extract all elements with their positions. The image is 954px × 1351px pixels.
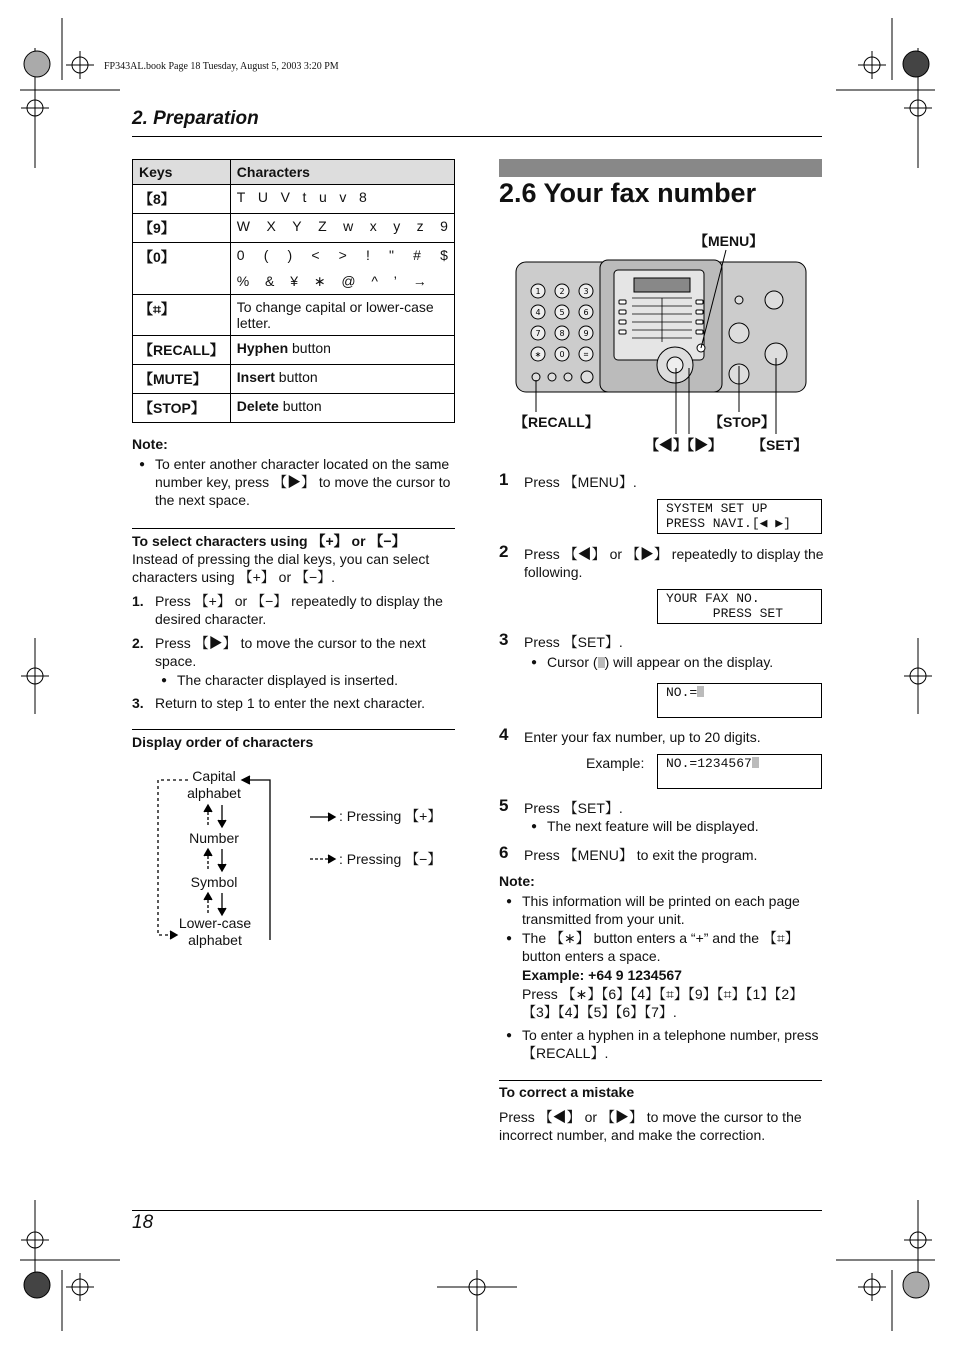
char: U (257, 189, 269, 205)
recall-label: 【RECALL】 (514, 414, 599, 430)
lcd-display: YOUR FAX NO. PRESS SET (657, 589, 822, 624)
correct-text: Press 【◀】 or 【▶】 to move the cursor to the incorrect number, and make the correction. (499, 1109, 802, 1143)
char: u (319, 189, 327, 205)
note-bullet: ● This information will be printed on each page transmitted from your unit. (522, 892, 822, 928)
char: 0 (236, 247, 245, 263)
select-step-text: Press 【▶】 to move the cursor to the next space. (155, 635, 426, 669)
char: & (265, 273, 275, 289)
char: 9 (440, 218, 448, 234)
char: T (236, 189, 246, 205)
note-bullet: ● The 【∗】 button enters a “+” and the 【⌗】 button enters a space. (522, 929, 822, 965)
legend-minus: : Pressing 【−】 (339, 851, 442, 867)
keypad-key-label: 9 (583, 329, 589, 338)
char: y (393, 218, 401, 234)
char: @ (341, 273, 356, 289)
char: 8 (358, 189, 367, 205)
select-step: 3. (132, 695, 144, 711)
keypad-key-label: ⌗ (583, 350, 589, 359)
step-text: Press 【SET】. (524, 800, 623, 816)
step-text: Press 【◀】 or 【▶】 repeatedly to display the following. (524, 546, 824, 580)
char: < (311, 247, 320, 263)
keypad-key-label: 0 (559, 350, 565, 359)
step-text: Press 【SET】. (524, 634, 623, 650)
table-row (133, 295, 455, 336)
keypad-key-label: 5 (559, 308, 565, 317)
keypad-key-label: 4 (535, 308, 541, 317)
char: # (413, 247, 421, 263)
legend-plus: : Pressing 【+】 (339, 808, 442, 824)
select-intro: Instead of pressing the dial keys, you can select characters using 【+】 or 【−】. (132, 551, 430, 585)
flow-item: Lower-case alphabet (178, 915, 252, 948)
char: z (416, 218, 424, 234)
keypad-key-label: ∗ (534, 350, 542, 359)
table-row (133, 185, 455, 214)
select-step-text: Return to step 1 to enter the next character. (155, 695, 426, 711)
key-cell: 【MUTE】 (133, 365, 231, 394)
char: ^ (371, 273, 378, 289)
select-step: 1. (132, 593, 144, 609)
select-step-text: Press 【+】 or 【−】 repeatedly to display the desired character. (155, 593, 443, 627)
char: W (236, 218, 250, 234)
char: > (338, 247, 347, 263)
table-row (133, 365, 455, 394)
lcd-display: NO.=1234567 (657, 754, 822, 789)
char: w (343, 218, 354, 234)
chars-cell (230, 243, 454, 295)
key-cell: 【8】 (133, 185, 231, 214)
table-row (133, 214, 455, 243)
section-title: 2. Preparation (132, 108, 259, 129)
char: ( (263, 247, 269, 263)
step-number: 6 (499, 843, 509, 862)
keypad-key-label: 1 (535, 287, 541, 296)
char: ¥ (290, 273, 298, 289)
arrows-label: 【◀】【▶】 (645, 437, 722, 453)
key-cell: 【⌗】 (133, 295, 231, 336)
footer-rule (132, 1210, 822, 1211)
char: Y (292, 218, 302, 234)
header-rule (132, 136, 822, 137)
flow-item: Capital alphabet (187, 768, 241, 801)
divider (499, 1080, 822, 1081)
char: v (339, 189, 347, 205)
display-order-heading: Display order of characters (132, 734, 314, 750)
step3-bullet: ● Cursor ( ) will appear on the display. (547, 653, 773, 671)
char: V (280, 189, 290, 205)
note-bullet: ● To enter a hyphen in a telephone number, press 【RECALL】. (522, 1026, 822, 1062)
flow-item: Number (189, 830, 239, 846)
flow-item: Symbol (190, 874, 238, 890)
page-number: 18 (132, 1212, 154, 1233)
example-label: Example: (586, 755, 645, 771)
chars-cell: To change capital or lower-case letter. (230, 295, 454, 336)
chars-cell (230, 185, 454, 214)
table-row (133, 394, 455, 423)
menu-label: 【MENU】 (694, 233, 764, 249)
stop-label: 【STOP】 (709, 414, 775, 430)
keypad-key-label: 8 (559, 329, 565, 338)
note-press: Press 【∗】【6】【4】【⌗】【9】【⌗】【1】【2】【3】【4】【5】【6】【7】. (522, 986, 804, 1020)
step-text: Press 【MENU】. (524, 474, 637, 490)
key-table (132, 159, 455, 423)
step-number: 2 (499, 542, 509, 561)
keypad-key-label: 3 (583, 287, 589, 296)
note-example: Example: +64 9 1234567 (522, 967, 682, 983)
table-row (133, 243, 455, 295)
char: % (236, 273, 250, 289)
callout-lines (514, 240, 814, 460)
step-number: 3 (499, 630, 509, 649)
step-number: 1 (499, 470, 509, 489)
note-heading: Note: (132, 436, 168, 452)
step-number: 4 (499, 725, 509, 744)
file-info: FP343AL.book Page 18 Tuesday, August 5, 2003 3:20 PM (104, 61, 339, 72)
chars-cell: Delete button (230, 394, 454, 423)
correct-heading: To correct a mistake (499, 1084, 635, 1100)
keypad-key-label: 6 (583, 308, 589, 317)
chars-cell: Insert button (230, 365, 454, 394)
title-bar (499, 159, 822, 177)
step-number: 5 (499, 796, 509, 815)
char: Z (318, 218, 327, 234)
char: → (412, 273, 427, 289)
char: ∗ (313, 273, 326, 289)
keypad-key-label: 7 (535, 329, 541, 338)
chars-cell: Hyphen button (230, 336, 454, 365)
step5-bullet: ● The next feature will be displayed. (547, 817, 759, 835)
char: ) (287, 247, 293, 263)
char: ! (366, 247, 370, 263)
char: X (266, 218, 276, 234)
cursor-symbol (598, 657, 605, 668)
table-header: Characters (230, 160, 454, 185)
page-title: 2.6 Your fax number (499, 178, 757, 208)
lcd-display: SYSTEM SET UP PRESS NAVI.[◀ ▶] (657, 499, 822, 534)
table-row (133, 336, 455, 365)
select-step: 2. (132, 635, 144, 651)
lcd-display: NO.= (657, 683, 822, 718)
chars-cell (230, 214, 454, 243)
keypad-key-label: 2 (559, 287, 565, 296)
divider (132, 528, 455, 529)
char: t (302, 189, 307, 205)
table-header: Keys (133, 160, 231, 185)
step2-bullet: ● The character displayed is inserted. (177, 671, 457, 689)
char: x (369, 218, 377, 234)
char: ’ (393, 273, 397, 289)
key-cell: 【STOP】 (133, 394, 231, 423)
note-bullet: ● To enter another character located on the same number key, press 【▶】 to move the cursor to the next space. (155, 455, 453, 509)
char: " (389, 247, 395, 263)
key-cell: 【9】 (133, 214, 231, 243)
char: $ (440, 247, 448, 263)
step-text: Press 【MENU】 to exit the program. (524, 847, 758, 863)
key-cell: 【0】 (133, 243, 231, 295)
select-heading: To select characters using 【+】 or 【−】 (132, 533, 406, 549)
step-text: Enter your fax number, up to 20 digits. (524, 729, 761, 745)
note-heading: Note: (499, 873, 535, 889)
divider (132, 729, 455, 730)
key-cell: 【RECALL】 (133, 336, 231, 365)
set-label: 【SET】 (752, 437, 808, 453)
